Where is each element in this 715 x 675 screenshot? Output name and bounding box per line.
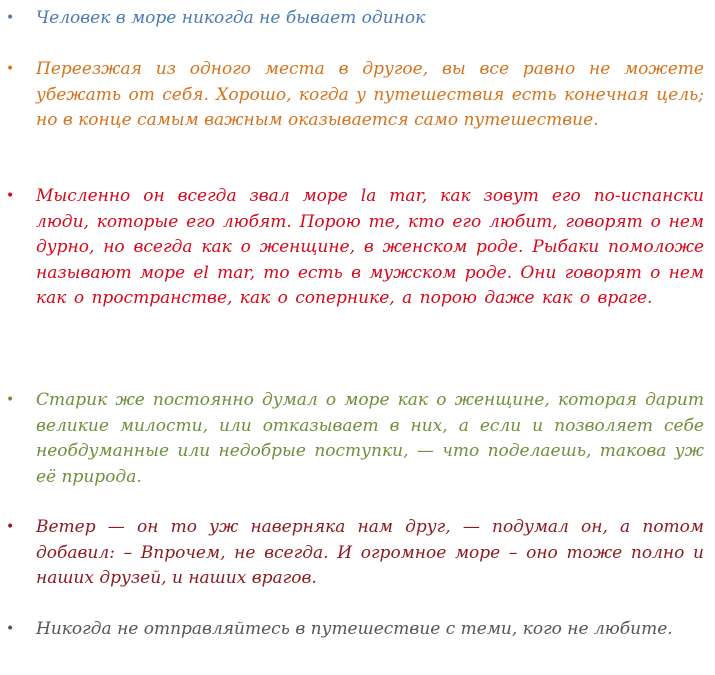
bullet-icon: • (6, 621, 15, 637)
quote-text: Переезжая из одного места в другое, вы все равно не можете убежать от себя. Хорошо, когда у путешествия есть конечная цель; но в конце самым важным оказывается само путешествие. (36, 59, 704, 130)
bullet-icon: • (6, 10, 15, 26)
bullet-icon: • (6, 519, 15, 535)
bullet-icon: • (6, 61, 15, 77)
quote-text: Мысленно он всегда звал море la mar, как зовут его по-испански люди, которые его любят. Порою те, кто его любит, говорят о нем дурно, но всегда как о женщине, в женском роде. Рыбаки помоложе называют море el mar, то есть в мужском роде. Они говорят о нем как о пространстве, как о сопернике, а порою даже как о враге. (36, 186, 704, 308)
quote-text: Ветер — он то уж наверняка нам друг, — подумал он, а потом добавил: – Впрочем, не всегда. И огромное море – оно тоже полно и наших друзей, и наших врагов. (36, 517, 704, 588)
bullet-icon: • (6, 188, 15, 204)
bullet-icon: • (6, 392, 15, 408)
quote-text: Никогда не отправляйтесь в путешествие с теми, кого не любите. (36, 619, 673, 639)
quote-text: Человек в море никогда не бывает одинок (36, 8, 426, 28)
quote-text: Старик же постоянно думал о море как о женщине, которая дарит великие милости, или отказывает в них, а если и позволяет себе необдуманные или недобрые поступки, — что поделаешь, такова уж её природа. (36, 390, 704, 487)
